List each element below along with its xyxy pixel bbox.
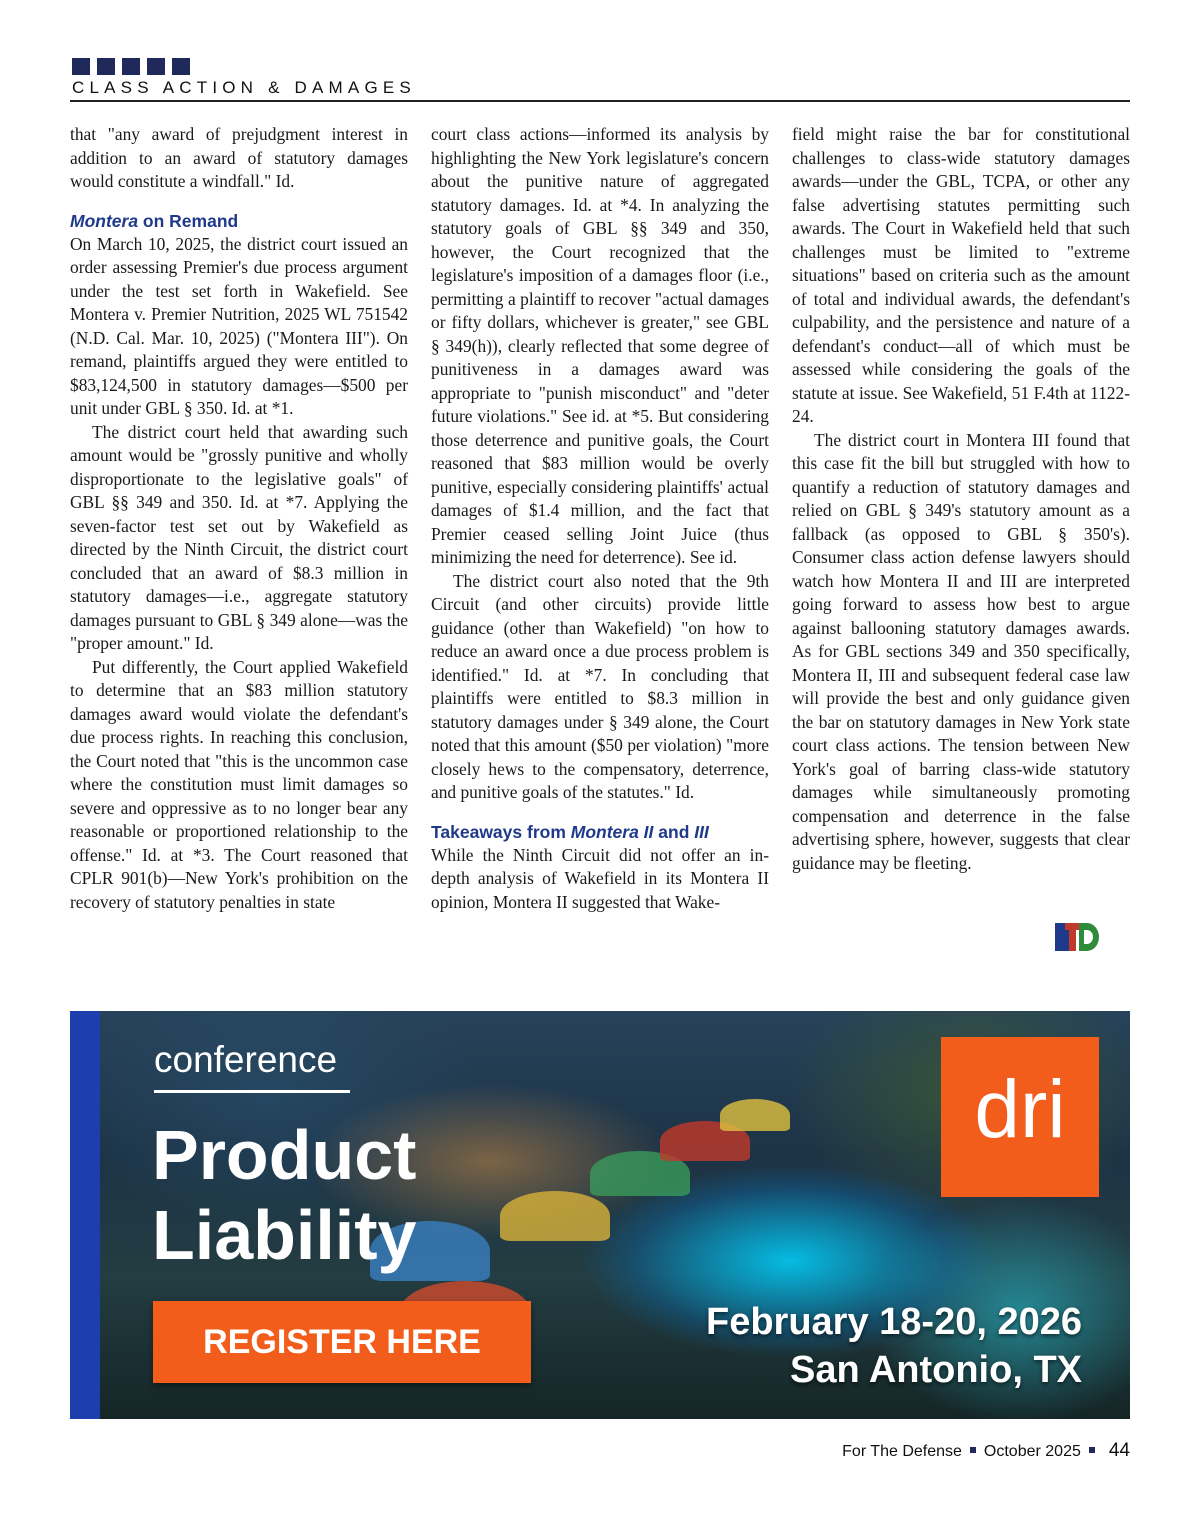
page-footer: [842, 1440, 1130, 1462]
bullet-separator: [1089, 1447, 1095, 1453]
column-2: [431, 123, 769, 914]
section-heading-montera-on-remand: Montera on Remand: [70, 210, 239, 231]
paragraph: The district court also noted that the 9th Circuit (and other circuits) provide little guidance (other than Wakefield) "on how to reduce an award once a due process problem is identified." Id. at *7. In concluding that plaintiffs were entitled to $8.3 million in statutory damages under § 349 alone, the Court noted that this amount ($50 per violation) "more closely hews to the compensatory, deterrence, and punitive goals of the statutes." Id.: [431, 570, 769, 802]
conference-underline: [154, 1090, 350, 1093]
header-square: [72, 58, 90, 75]
header-square: [122, 58, 140, 75]
column-3: [792, 123, 1130, 875]
header-squares: [72, 58, 190, 75]
paragraph: On March 10, 2025, the district court issued an order assessing Premier's due process argument under the test set forth in Wakefield. See Montera v. Premier Nutrition, 2025 WL 751542 (N.D. Cal. Mar. 10, 2025) ("Montera III"). On remand, plaintiffs argued they were entitled to $83,124,500 in statutory damages—$500 per unit under GBL § 350. Id. at *1.: [70, 233, 408, 418]
section-label: CLASS ACTION & DAMAGES: [72, 78, 416, 97]
banner-accent-stripe: [70, 1011, 100, 1419]
paragraph: The district court held that awarding such amount would be "grossly punitive and wholly disproportionate to the legislative goals" of GBL §§ 349 and 350. Id. at *7. Applying the seven-factor test set out by Wakefield as directed by the Ninth Circuit, the district court concluded that an award of $8.3 million in statutory damages—i.e., aggregate statutory damages pursuant to GBL § 349 alone—was the "proper amount." Id.: [70, 421, 408, 653]
paragraph: While the Ninth Circuit did not offer an in-depth analysis of Wakefield in its Montera II opinion, Montera II suggested that Wake-: [431, 844, 769, 912]
paragraph: that "any award of prejudgment interest in addition to an award of statutory damages would constitute a windfall." Id.: [70, 124, 408, 191]
paragraph: Put differently, the Court applied Wakefield to determine that an $83 million statutory damages award would violate the defendant's due process rights. In reaching this conclusion, the Court noted that "this is the uncommon case where the constitution must limit damages so severe and oppressive as to no longer bear any reasonable or proportioned relationship to the offense." Id. at *3. The Court reasoned that CPLR 901(b)—New York's prohibition on the recovery of statutory penalties in state: [70, 656, 408, 912]
header-rule: [70, 100, 1130, 102]
dri-logo: dri: [941, 1037, 1099, 1197]
publication-name: For The Defense: [842, 1443, 962, 1460]
issue-date: October 2025: [983, 1443, 1081, 1460]
event-location: San Antonio, TX: [789, 1349, 1082, 1391]
header-square: [147, 58, 165, 75]
umbrella-decoration: [720, 1099, 790, 1131]
section-heading-takeaways: Takeaways from Montera II and III: [431, 821, 709, 842]
event-date: February 18-20, 2026: [705, 1301, 1082, 1343]
page-number: 44: [1108, 1440, 1130, 1461]
ftd-logo-icon: [1055, 921, 1099, 953]
conference-ad-banner[interactable]: [70, 1011, 1130, 1419]
umbrella-decoration: [500, 1191, 610, 1241]
bullet-separator: [970, 1447, 976, 1453]
column-1: [70, 123, 408, 914]
conference-label: conference: [154, 1039, 338, 1080]
header-square: [97, 58, 115, 75]
register-button[interactable]: REGISTER HERE: [153, 1301, 531, 1383]
paragraph: court class actions—informed its analysis by highlighting the New York legislature's concern about the punitive nature of aggregated statutory damages. Id. at *4. In analyzing the statutory goals of GBL §§ 349 and 350, however, the Court recognized that the legislature's imposition of a damages floor (i.e., permitting a plaintiff to recover "actual damages or fifty dollars, whichever is greater," see GBL § 349(h)), clearly reflected that some degree of punitiveness in a damages award was appropriate to "punish misconduct" and "deter future violations." See id. at *5. But considering those deterrence and punitive goals, the Court reasoned that $83 million would be overly punitive, especially considering plaintiffs' actual damages of $1.4 million, and the fact that Premier ceased selling Joint Juice (thus minimizing the need for deterrence). See id.: [431, 124, 769, 567]
event-title: Product Liability: [152, 1116, 417, 1274]
header-square: [172, 58, 190, 75]
paragraph: The district court in Montera III found that this case fit the bill but struggled with how to quantify a reduction of statutory damages and relied on GBL § 349's statutory amount as a fallback (as opposed to GBL § 350's). Consumer class action defense lawyers should watch how Montera II and III are interpreted going forward to assess how best to argue against ballooning statutory damages awards. As for GBL sections 349 and 350 specifically, Montera II, III and subsequent federal case law will provide the best and only guidance given the bar on statutory damages in New York state court class actions. The tension between New York's goal of barring class-wide statutory damages while simultaneously promoting compensation and deterrence in the false advertising sphere, however, suggests that clear guidance may be fleeting.: [792, 429, 1130, 873]
paragraph: field might raise the bar for constitutional challenges to class-wide statutory damages awards—under the GBL, TCPA, or other any false advertising statutes permitting such awards. The Court in Wakefield held that such challenges must be limited to "extreme situations" based on criteria such as the amount of total and individual awards, the defendant's culpability, and the persistence and nature of a defendant's conduct—all of which must be assessed while considering the goals of the statute at issue. See Wakefield, 51 F.4th at 1122-24.: [792, 124, 1130, 426]
